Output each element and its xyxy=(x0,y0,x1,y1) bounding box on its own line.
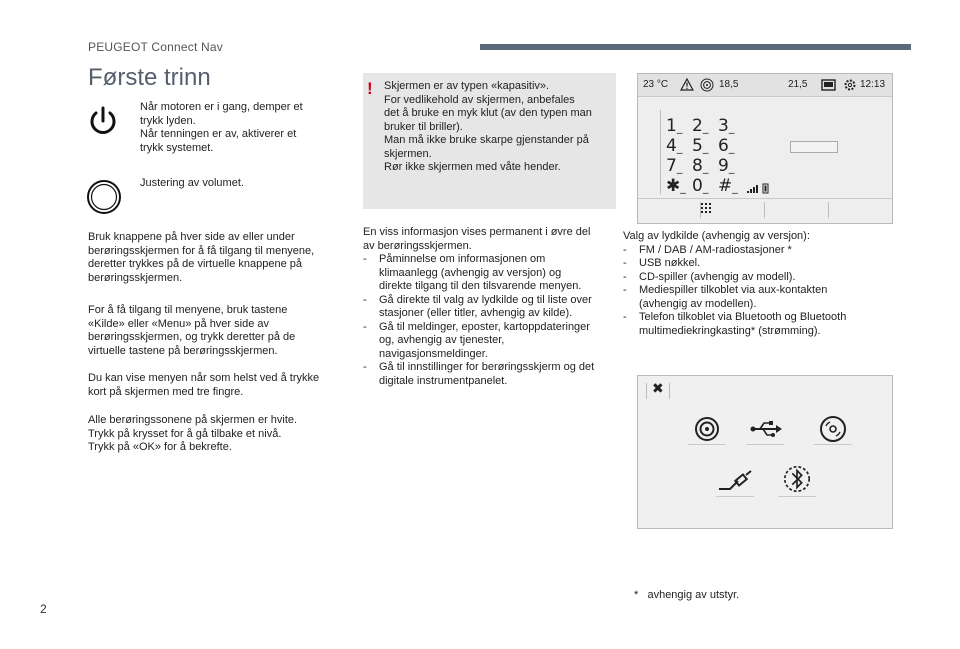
icon-underline xyxy=(746,444,784,445)
keypad-key-8: 8_ xyxy=(692,156,709,176)
section-header: PEUGEOT Connect Nav xyxy=(88,40,223,54)
input-field-illustration xyxy=(790,141,838,153)
close-icon: ✖ xyxy=(652,381,664,397)
bluetooth-icon xyxy=(778,464,816,494)
footnote: * avhengig av utstyr. xyxy=(634,589,740,601)
paragraph-menus: For å få tilgang til menyene, bruk tastene «Kilde» eller «Menu» på hver side av berøringsskjermen, og trykk deretter på de virtuelle tastene på berøringsskjermen. xyxy=(88,304,296,357)
list-item: - CD-spiller (avhengig av modell). xyxy=(623,271,913,285)
icon-underline xyxy=(716,496,754,497)
list-item: - Mediespiller tilkoblet via aux-kontakten (avhengig av modellen). xyxy=(623,284,913,311)
left-temperature: 18,5 xyxy=(719,79,739,90)
usb-icon xyxy=(746,414,784,444)
right-temperature: 21,5 xyxy=(788,79,808,90)
touchscreen-keypad-illustration xyxy=(637,73,893,224)
keypad-key-4: 4_ xyxy=(666,136,683,156)
keypad-key-7: 7_ xyxy=(666,156,683,176)
keypad-key-star: ✱_ xyxy=(666,176,686,196)
close-separator xyxy=(669,383,670,399)
keypad-key-6: 6_ xyxy=(718,136,735,156)
list-item: - Gå direkte til valg av lydkilde og til liste over stasjoner (eller titler, avhengig av kilde). xyxy=(363,294,623,321)
list-item: - Gå til innstillinger for berøringsskjerm og det digitale instrumentpanelet. xyxy=(363,361,623,388)
page-number: 2 xyxy=(40,602,47,616)
list-item: - Påminnelse om informasjonen om klimaanlegg (avhengig av versjon) og direkte tilgang til den tilsvarende menyen. xyxy=(363,253,623,294)
cd-icon xyxy=(814,414,852,444)
paragraph-buttons: Bruk knappene på hver side av eller under berøringsskjermen for å få tilgang til menyene, deretter trykkes på de virtuelle knappene på berøringsskjermen. xyxy=(88,231,315,284)
keypad-key-hash: #_ xyxy=(718,176,738,196)
info-section: En viss informasjon vises permanent i øvre del av berøringsskjermen. - Påminnelse om informasjonen om klimaanlegg (avhengig av versjon) og direkte tilgang til den tilsvarende menyen. - Gå direkte til valg av lydkilde og til liste over stasjoner (eller titler, avhengig av kilde). - Gå til meldinger, eposter, kartoppdateringer og, avhengig av tjenester, navigasjonsmeldinger. - Gå til innstillinger for berøringsskjerm og det digitale instrumentpanelet. xyxy=(363,226,623,388)
list-item: - FM / DAB / AM-radiostasjoner * xyxy=(623,244,913,258)
keypad-divider xyxy=(660,110,661,194)
power-icon xyxy=(86,104,120,138)
paragraph-touch-zones: Alle berøringssonene på skjermen er hvite. Trykk på krysset for å gå tilbake et nivå. Trykk på «OK» for å bekrefte. xyxy=(88,414,298,453)
clock: 12:13 xyxy=(860,79,886,90)
warning-exclamation-icon: ! xyxy=(367,79,373,98)
aux-cable-icon xyxy=(716,468,754,498)
list-item: - USB nøkkel. xyxy=(623,257,913,271)
list-item: - Gå til meldinger, eposter, kartoppdateringer og, avhengig av tjenester, navigasjonsmeldinger. xyxy=(363,321,623,362)
bottom-bar-separator xyxy=(700,202,701,218)
icon-underline xyxy=(814,444,852,445)
keypad-grid-icon xyxy=(699,202,713,218)
messages-icon xyxy=(821,79,837,91)
paragraph-three-fingers: Du kan vise menyen når som helst ved å trykke kort på skjermen med tre fingre. xyxy=(88,372,320,398)
keypad-key-9: 9_ xyxy=(718,156,735,176)
icon-underline xyxy=(778,496,816,497)
keypad-key-1: 1_ xyxy=(666,116,683,136)
keypad-key-2: 2_ xyxy=(692,116,709,136)
warning-text: Skjermen er av typen «kapasitiv». For vedlikehold av skjermen, anbefales det å bruke en myk klut (av den typen man bruker til briller). Man må ikke bruke skarpe gjenstander på skjermen. Rør ikke skjermen med våte hender. xyxy=(384,80,592,173)
volume-text: Justering av volumet. xyxy=(140,177,244,189)
header-bar xyxy=(480,44,911,50)
touchscreen-source-illustration xyxy=(637,375,893,529)
volume-knob-icon xyxy=(86,179,122,215)
settings-gear-icon xyxy=(843,78,857,92)
bottom-bar-separator xyxy=(828,202,829,218)
temperature-readout: 23 °C xyxy=(643,79,669,90)
list-item: - Telefon tilkoblet via Bluetooth og Bluetooth multimediekringkasting* (strømming). xyxy=(623,311,913,338)
signal-battery-icon xyxy=(746,182,772,194)
bottom-bar-separator xyxy=(764,202,765,218)
warning-triangle-icon xyxy=(680,78,694,91)
radio-icon xyxy=(688,414,726,444)
icon-underline xyxy=(688,444,726,445)
close-separator xyxy=(646,383,647,399)
bottom-bar-divider xyxy=(638,198,892,199)
keypad-key-0: 0_ xyxy=(692,176,709,196)
audio-source-section: Valg av lydkilde (avhengig av versjon): - FM / DAB / AM-radiostasjoner * - USB nøkkel. - CD-spiller (avhengig av modell). - Mediespiller tilkoblet via aux-kontakten (avhengig av modellen). - Telefon tilkoblet via Bluetooth og Bluetooth multimediekringkasting* (strømming). xyxy=(623,230,913,338)
radio-source-icon xyxy=(700,78,714,92)
keypad-key-5: 5_ xyxy=(692,136,709,156)
keypad-key-3: 3_ xyxy=(718,116,735,136)
page-title: Første trinn xyxy=(88,64,211,91)
power-text: Når motoren er i gang, demper et trykk lyden. Når tenningen er av, aktiverer et trykk systemet. xyxy=(140,101,303,154)
